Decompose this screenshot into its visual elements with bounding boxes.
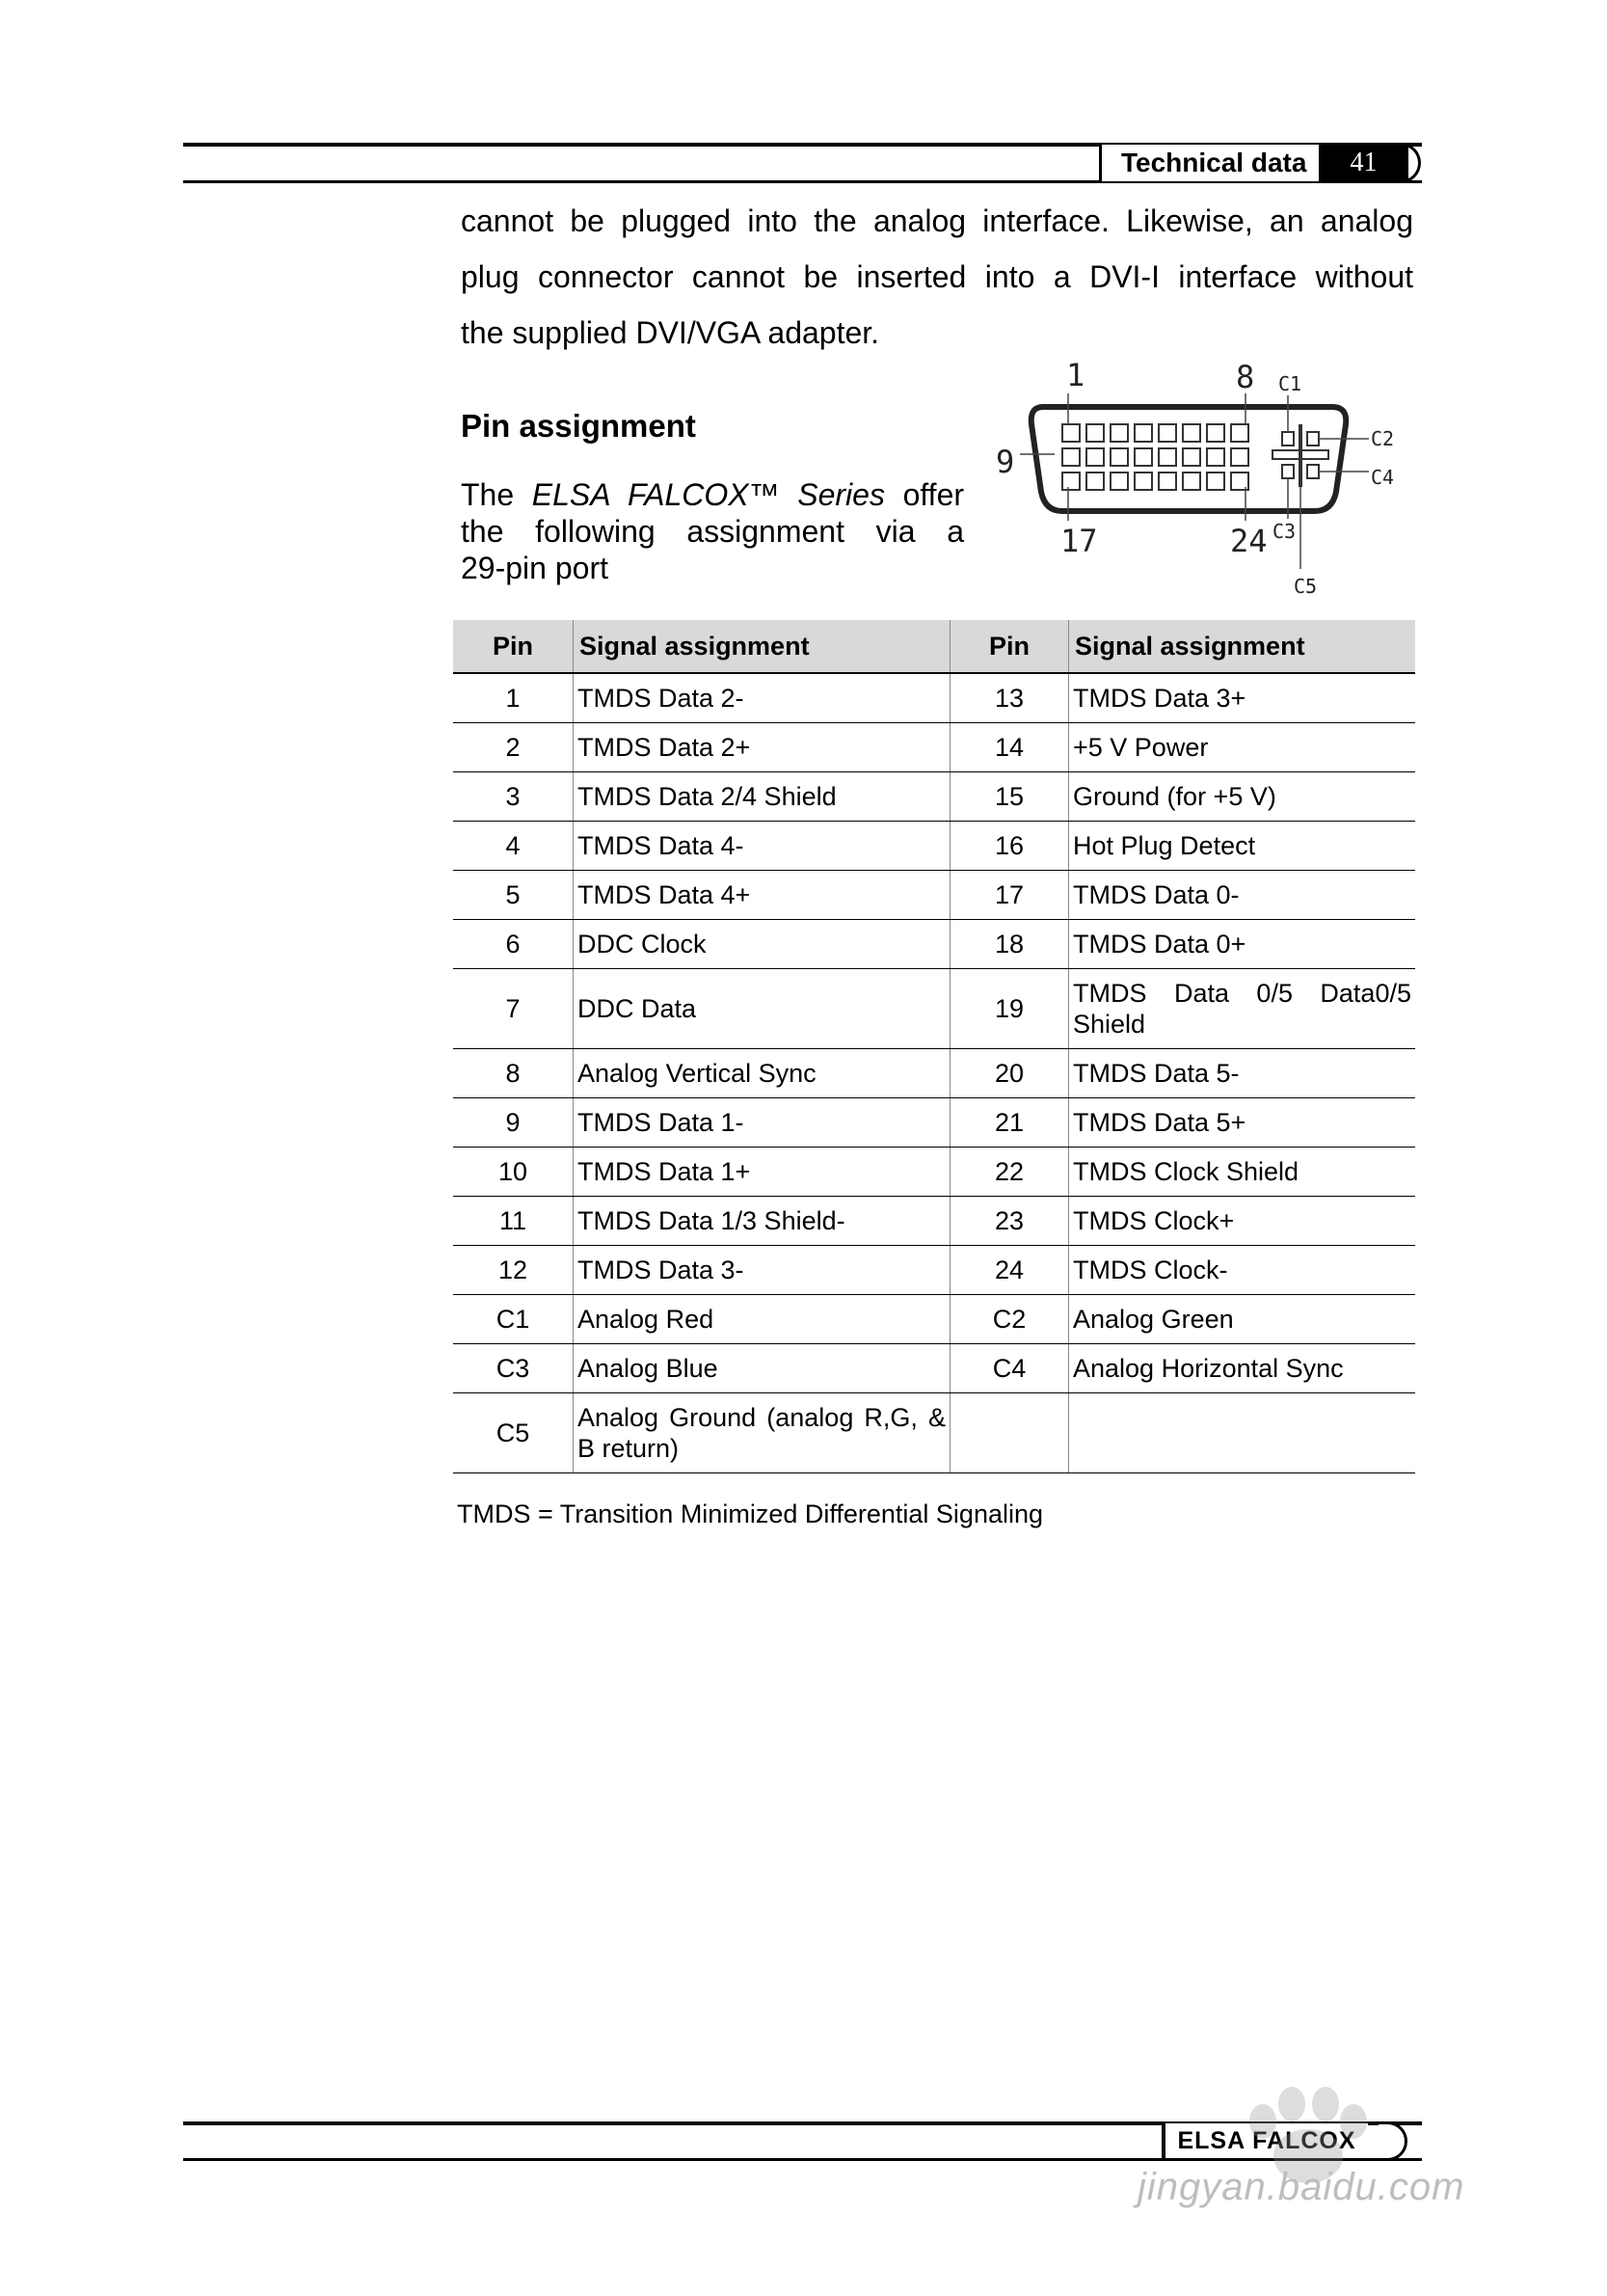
connector-pin-16	[1231, 448, 1248, 466]
intro-paragraph	[461, 193, 1413, 361]
table-row: 12 TMDS Data 3- 24 TMDS Clock-	[453, 1246, 1415, 1295]
label-c1: C1	[1278, 372, 1302, 395]
table-row: 2 TMDS Data 2+ 14 +5 V Power	[453, 723, 1415, 772]
dvi-connector-diagram	[993, 347, 1417, 603]
table-row: C5 Analog Ground (analog R,G, & B return)	[453, 1393, 1415, 1473]
footer-brand: ELSA FALCOX	[1162, 2123, 1368, 2158]
label-pin-8: 8	[1236, 359, 1255, 395]
connector-pin-23	[1207, 473, 1224, 490]
paw-watermark-icon	[1138, 2064, 1504, 2237]
table-row: 6 DDC Clock 18 TMDS Data 0+	[453, 920, 1415, 969]
intro-line-2: plug connector cannot be inserted into a DVI-I interface without	[461, 259, 1413, 294]
pin-c1	[1282, 432, 1294, 446]
connector-pin-14	[1183, 448, 1200, 466]
connector-pin-15	[1207, 448, 1224, 466]
connector-pin-10	[1086, 448, 1104, 466]
description-line-3: 29-pin port	[461, 551, 608, 585]
header-tab-cap	[1392, 143, 1421, 183]
connector-pin-5	[1159, 424, 1176, 442]
table-header-row	[453, 620, 1415, 673]
table-row: 8 Analog Vertical Sync 20 TMDS Data 5-	[453, 1049, 1415, 1098]
tmds-footnote: TMDS = Transition Minimized Differential Signaling	[457, 1499, 1044, 1528]
connector-pin-8	[1231, 424, 1248, 442]
header-pin-right: Pin	[951, 620, 1069, 673]
description-line-1: The ELSA FALCOX™ Series offer	[461, 477, 965, 512]
table-row: 4 TMDS Data 4- 16 Hot Plug Detect	[453, 822, 1415, 871]
watermark-text: jingyan.baidu.com	[1138, 2166, 1465, 2208]
product-name: ELSA FALCOX™ Series	[531, 477, 885, 512]
table-row: C1 Analog Red C2 Analog Green	[453, 1295, 1415, 1344]
label-pin-17: 17	[1060, 523, 1098, 559]
table-row: 11 TMDS Data 1/3 Shield- 23 TMDS Clock+	[453, 1197, 1415, 1246]
header-section-label: Technical data	[1099, 145, 1319, 181]
pin-description	[461, 476, 964, 586]
pin-assignment-table	[453, 620, 1415, 1473]
label-pin-24: 24	[1230, 523, 1268, 559]
table-row: 9 TMDS Data 1- 21 TMDS Data 5+	[453, 1098, 1415, 1148]
table-row: 5 TMDS Data 4+ 17 TMDS Data 0-	[453, 871, 1415, 920]
label-c5: C5	[1294, 575, 1318, 598]
connector-pin-20	[1135, 473, 1152, 490]
pin-grid	[1062, 424, 1248, 490]
table-row: 1 TMDS Data 2- 13 TMDS Data 3+	[453, 673, 1415, 723]
connector-pin-19	[1111, 473, 1128, 490]
connector-pin-22	[1183, 473, 1200, 490]
connector-pin-1	[1062, 424, 1080, 442]
page-number: 41	[1319, 145, 1408, 181]
connector-pin-13	[1159, 448, 1176, 466]
connector-pin-7	[1207, 424, 1224, 442]
header-signal-right: Signal assignment	[1069, 620, 1416, 673]
connector-pin-2	[1086, 424, 1104, 442]
connector-pin-12	[1135, 448, 1152, 466]
pin-c2	[1307, 432, 1319, 446]
table-row: 3 TMDS Data 2/4 Shield 15 Ground (for +5 V)	[453, 772, 1415, 822]
label-c2: C2	[1371, 427, 1395, 450]
label-pin-1: 1	[1066, 357, 1085, 393]
cell-justified: TMDS Data 0/5 Data0/5 Shield	[1069, 969, 1416, 1049]
label-c4: C4	[1371, 466, 1395, 489]
connector-pin-21	[1159, 473, 1176, 490]
label-c3: C3	[1272, 520, 1297, 543]
header-signal-left: Signal assignment	[574, 620, 951, 673]
table-row: 10 TMDS Data 1+ 22 TMDS Clock Shield	[453, 1148, 1415, 1197]
connector-pin-9	[1062, 448, 1080, 466]
table-row: C3 Analog Blue C4 Analog Horizontal Sync	[453, 1344, 1415, 1393]
connector-pin-3	[1111, 424, 1128, 442]
header-pin-left: Pin	[453, 620, 574, 673]
intro-line-3: the supplied DVI/VGA adapter.	[461, 315, 880, 350]
connector-pin-4	[1135, 424, 1152, 442]
connector-pin-18	[1086, 473, 1104, 490]
label-pin-9: 9	[996, 444, 1015, 480]
connector-pin-17	[1062, 473, 1080, 490]
pin-c4	[1307, 465, 1319, 478]
intro-line-1: cannot be plugged into the analog interface. Likewise, an analog	[461, 203, 1413, 238]
connector-pin-11	[1111, 448, 1128, 466]
section-title: Pin assignment	[461, 408, 696, 444]
pin-c3	[1282, 465, 1294, 478]
description-line-2: the following assignment via a	[461, 514, 964, 549]
table-row: 7 DDC Data 19 TMDS Data 0/5 Data0/5 Shield	[453, 969, 1415, 1049]
connector-pin-6	[1183, 424, 1200, 442]
